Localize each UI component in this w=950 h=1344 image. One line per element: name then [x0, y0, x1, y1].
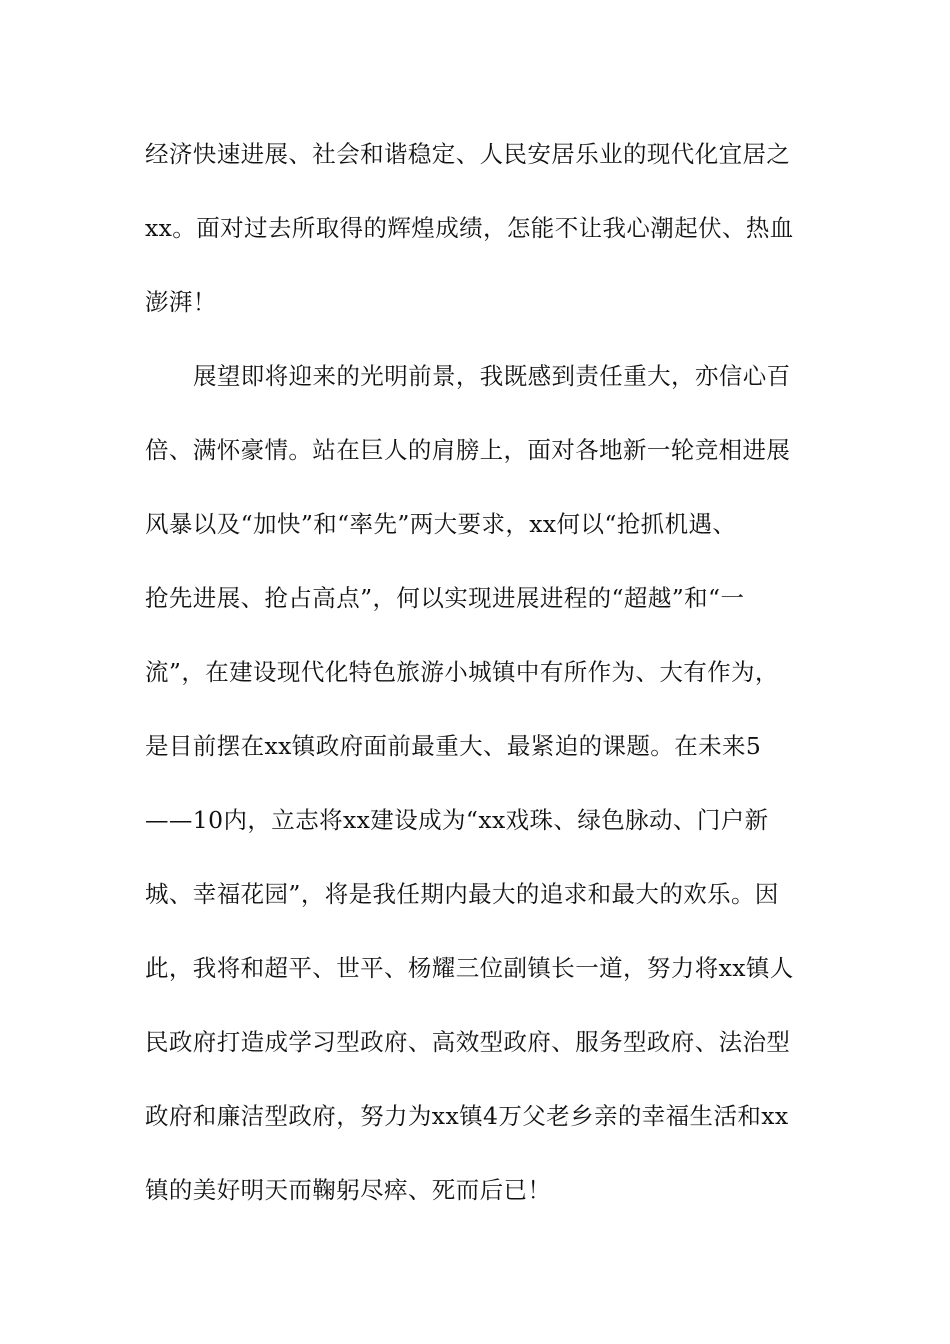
text-line: 是目前摆在xx镇政府面前最重大、最紧迫的课题。在未来5: [145, 732, 762, 760]
text-line: ——10内，立志将xx建设成为“xx戏珠、绿色脉动、门户新: [145, 806, 769, 834]
document-body: [145, 117, 810, 1227]
text-line: 政府和廉洁型政府，努力为xx镇4万父老乡亲的幸福生活和xx: [145, 1102, 789, 1130]
text-line: 镇的美好明天而鞠躬尽瘁、死而后已！: [145, 1176, 552, 1204]
text-line: 倍、满怀豪情。站在巨人的肩膀上，面对各地新一轮竞相进展: [145, 436, 791, 464]
text-line: 经济快速进展、社会和谐稳定、人民安居乐业的现代化宜居之: [145, 140, 791, 168]
text-line: 抢先进展、抢占高点”，何以实现进展进程的“超越”和“一: [145, 584, 745, 612]
text-line: xx。面对过去所取得的辉煌成绩，怎能不让我心潮起伏、热血: [145, 214, 794, 242]
text-line: 流”，在建设现代化特色旅游小城镇中有所作为、大有作为，: [145, 658, 779, 686]
text-line: 此，我将和超平、世平、杨耀三位副镇长一道，努力将xx镇人: [145, 954, 794, 982]
text-line: 民政府打造成学习型政府、高效型政府、服务型政府、法治型: [145, 1028, 791, 1056]
text-line: 城、幸福花园”，将是我任期内最大的追求和最大的欢乐。因: [145, 880, 779, 908]
paragraph-first-line: 展望即将迎来的光明前景，我既感到责任重大，亦信心百: [193, 362, 791, 390]
text-line: 澎湃！: [145, 288, 217, 316]
text-line: 风暴以及“加快”和“率先”两大要求，xx何以“抢抓机遇、: [145, 510, 737, 538]
